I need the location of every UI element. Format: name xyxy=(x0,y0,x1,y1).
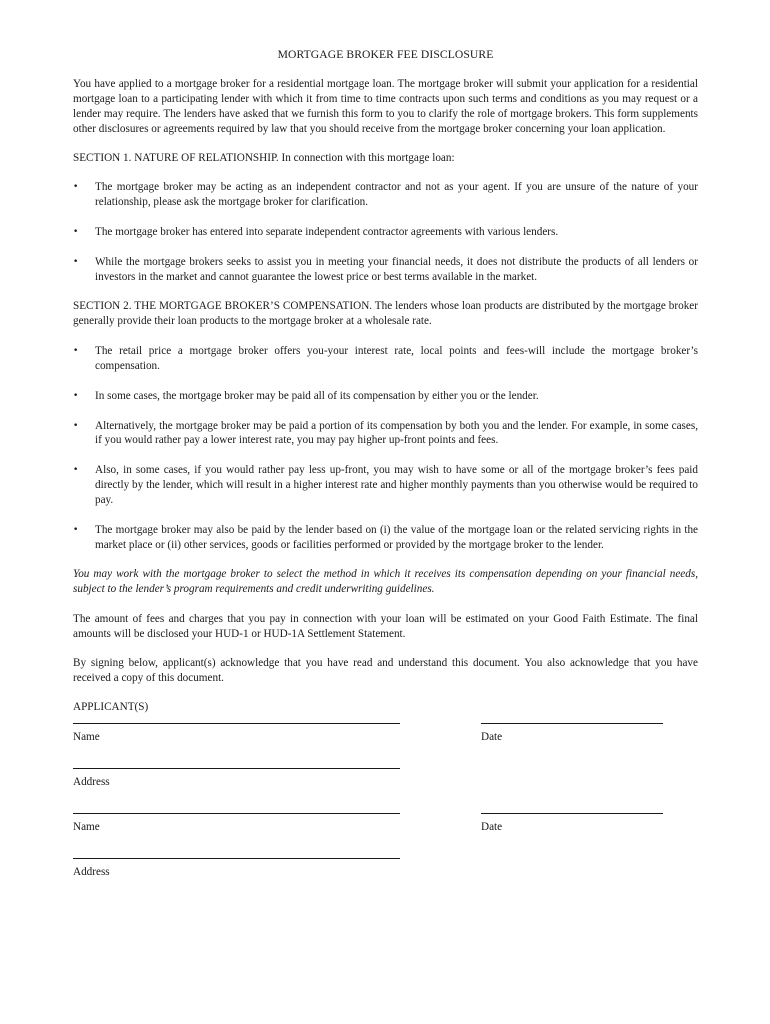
bullet-icon: • xyxy=(73,257,79,268)
bullet-text: In some cases, the mortgage broker may be paid all of its compensation by either you or the lender. xyxy=(95,389,539,402)
bullet-text: While the mortgage brokers seeks to assist you in meeting your financial needs, it does not distribute the products of all lenders or investors in the market and cannot guarantee the lowest price or best terms available in the market. xyxy=(95,256,698,284)
bullet-icon: • xyxy=(73,227,79,238)
signature-row-2 xyxy=(73,760,698,805)
bullet-text: The mortgage broker has entered into separate independent contractor agreements with various lenders. xyxy=(95,226,559,239)
address-label: Address xyxy=(73,776,110,789)
date-signature-line[interactable] xyxy=(481,723,663,724)
date-signature-line[interactable] xyxy=(481,813,663,814)
section1-bullet-list xyxy=(73,180,698,285)
document-title: MORTGAGE BROKER FEE DISCLOSURE xyxy=(277,48,494,61)
list-item xyxy=(73,180,698,210)
italic-note: You may work with the mortgage broker to select the method in which it receives its compensation depending on your financial needs, subject to the lender’s program requirements and credit underwriting guidelines. xyxy=(73,568,698,596)
bullet-text: Alternatively, the mortgage broker may be paid a portion of its compensation by both you and the lender. For example, in some cases, if you would rather pay a lower interest rate, you may pay higher up-front points and fees. xyxy=(95,419,698,447)
bullet-text: The mortgage broker may be acting as an independent contractor and not as your agent. If you are unsure of the nature of your relationship, please ask the mortgage broker for clarification. xyxy=(95,181,698,209)
signature-row-4 xyxy=(73,850,698,895)
bullet-icon: • xyxy=(73,345,79,356)
signature-block xyxy=(73,700,698,895)
list-item xyxy=(73,389,698,404)
signature-row-3 xyxy=(73,805,698,850)
bullet-icon: • xyxy=(73,525,79,536)
section2-bullet-list xyxy=(73,344,698,553)
list-item xyxy=(73,255,698,285)
name-label: Name xyxy=(73,821,100,834)
name-signature-line[interactable] xyxy=(73,813,400,814)
list-item xyxy=(73,523,698,553)
signature-row-1 xyxy=(73,715,698,760)
address-label: Address xyxy=(73,866,110,879)
name-signature-line[interactable] xyxy=(73,723,400,724)
date-label: Date xyxy=(481,731,503,744)
bullet-text: Also, in some cases, if you would rather pay less up-front, you may wish to have some or all of the mortgage broker’s fees paid directly by the lender, which will result in a higher interest rate and higher monthly payments than you otherwise would be required to pay. xyxy=(95,464,698,507)
bullet-text: The mortgage broker may also be paid by the lender based on (i) the value of the mortgage loan or the related servicing rights in the market place or (ii) other services, goods or facilities performed or provided by the mortgage broker to the lender. xyxy=(95,524,698,551)
bullet-icon: • xyxy=(73,390,79,401)
bullet-icon: • xyxy=(73,465,79,476)
address-signature-line[interactable] xyxy=(73,768,400,769)
date-label: Date xyxy=(481,821,503,834)
section1-heading: SECTION 1. NATURE OF RELATIONSHIP. In connection with this mortgage loan: xyxy=(73,152,455,165)
acknowledgement-paragraph: By signing below, applicant(s) acknowledge that you have read and understand this document. You also acknowledge that you have received a copy of this document. xyxy=(73,656,698,684)
section2-heading: SECTION 2. THE MORTGAGE BROKER’S COMPENSATION. The lenders whose loan products are distributed by the mortgage broker generally provide their loan products to the mortgage broker at a wholesale rate. xyxy=(73,300,698,328)
name-label: Name xyxy=(73,731,100,744)
list-item xyxy=(73,463,698,508)
bullet-icon: • xyxy=(73,182,79,193)
bullet-text: The retail price a mortgage broker offers you-your interest rate, local points and fees-will include the mortgage broker’s compensation. xyxy=(95,344,698,372)
intro-paragraph: You have applied to a mortgage broker for a residential mortgage loan. The mortgage broker will submit your application for a residential mortgage loan to a participating lender with which it from time to time contracts upon such terms and conditions as you may request or a lender may require. The lenders have asked that we furnish this form to you to clarify the role of mortgage brokers. This form supplements other disclosures or agreements required by law that you should receive from the mortgage broker concerning your loan application. xyxy=(73,77,698,135)
document-page xyxy=(73,48,698,895)
list-item xyxy=(73,344,698,374)
bullet-icon: • xyxy=(73,420,79,431)
address-signature-line[interactable] xyxy=(73,858,400,859)
list-item xyxy=(73,225,698,240)
fees-paragraph: The amount of fees and charges that you pay in connection with your loan will be estimated on your Good Faith Estimate. The final amounts will be disclosed your HUD-1 or HUD-1A Settlement Statement. xyxy=(73,612,698,640)
list-item xyxy=(73,419,698,449)
applicant-label: APPLICANT(S) xyxy=(73,701,149,714)
